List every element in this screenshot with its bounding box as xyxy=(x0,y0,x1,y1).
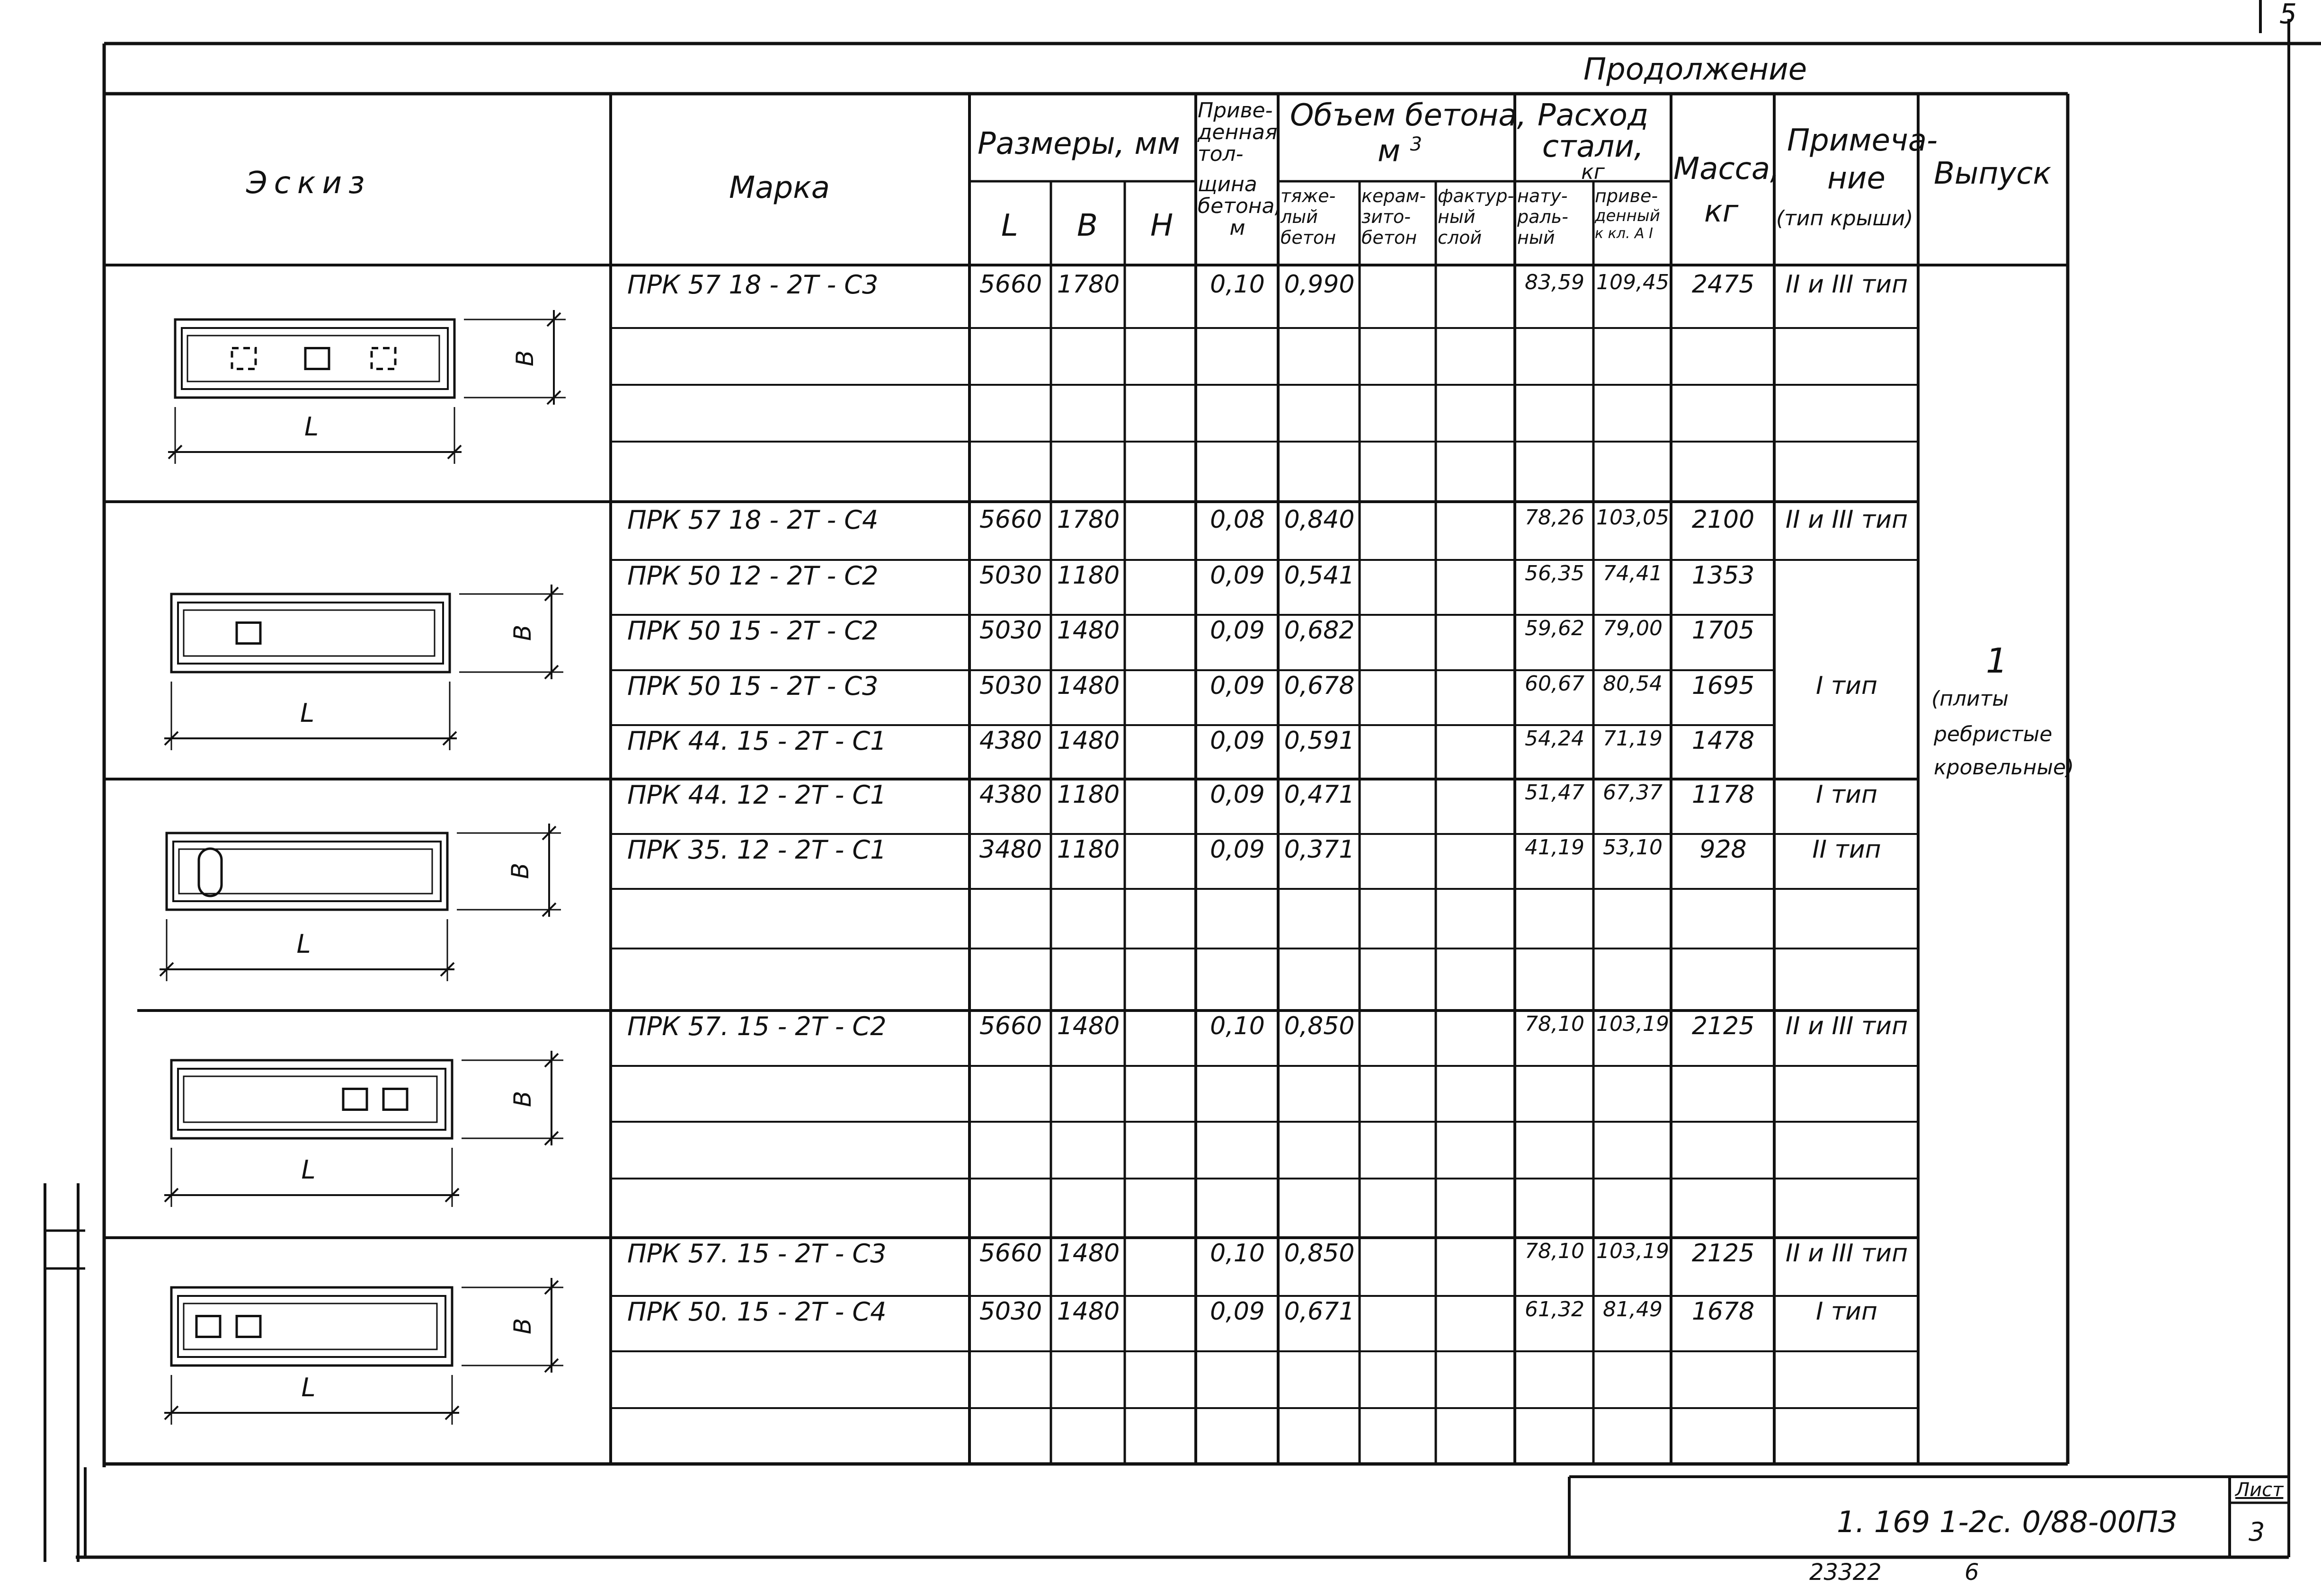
page-number: 6 xyxy=(1965,1559,1979,1586)
cell-s-nat: 78,10 xyxy=(1525,1012,1584,1036)
cell-t: 0,09 xyxy=(1210,727,1265,755)
header-steel-reduced: приве- денный к кл. А I xyxy=(1595,186,1660,242)
cell-B: 1480 xyxy=(1057,616,1120,645)
sketch-length-label: L xyxy=(304,412,319,442)
cell-mass: 1178 xyxy=(1691,780,1755,809)
header-steel-tensioned: нату- раль- ный xyxy=(1517,186,1568,248)
cell-mass: 2100 xyxy=(1691,505,1755,534)
cell-s-red: 80,54 xyxy=(1603,672,1663,696)
cell-s-red: 103,19 xyxy=(1596,1239,1669,1263)
cell-mass: 1478 xyxy=(1691,727,1755,755)
cell-v-heavy: 0,840 xyxy=(1284,505,1355,534)
header-notes: Примеча- xyxy=(1787,123,1938,158)
header-notes-2: ние xyxy=(1827,161,1885,196)
issue-description-3: кровельные) xyxy=(1934,755,2074,780)
cell-note: I тип xyxy=(1816,672,1877,700)
cell-v-heavy: 0,541 xyxy=(1284,561,1355,590)
cell-mass: 1695 xyxy=(1691,672,1755,700)
cell-t: 0,10 xyxy=(1210,270,1265,299)
cell-s-nat: 54,24 xyxy=(1525,727,1584,751)
cell-s-red: 103,05 xyxy=(1596,505,1669,530)
cell-L: 4380 xyxy=(979,727,1042,755)
cell-mark: ПРК 35. 12 - 2Т - С1 xyxy=(627,835,887,865)
document-code: 1. 169 1-2с. 0/88-00ПЗ xyxy=(1837,1505,2177,1539)
cell-s-red: 79,00 xyxy=(1603,616,1663,640)
sketch-length-label: L xyxy=(301,1155,316,1185)
cell-note: II тип xyxy=(1812,835,1881,864)
cell-s-red: 109,45 xyxy=(1596,270,1669,294)
cell-L: 4380 xyxy=(979,780,1042,809)
header-heavy-concrete: тяже- лый бетон xyxy=(1281,186,1336,248)
cell-B: 1780 xyxy=(1057,505,1120,534)
issue-number: 1 xyxy=(1986,641,2008,681)
cell-s-red: 67,37 xyxy=(1603,780,1663,805)
cell-mass: 1678 xyxy=(1691,1297,1755,1326)
cell-s-nat: 83,59 xyxy=(1525,270,1584,294)
sketch-length-label: L xyxy=(300,698,315,728)
cell-note: II и III тип xyxy=(1785,505,1908,534)
cell-s-red: 71,19 xyxy=(1603,727,1663,751)
cell-note: II и III тип xyxy=(1785,270,1908,299)
cell-B: 1180 xyxy=(1057,835,1120,864)
sketch-width-label: B xyxy=(509,1318,537,1334)
cell-note: I тип xyxy=(1816,1297,1877,1326)
cell-mark: ПРК 44. 12 - 2Т - С1 xyxy=(627,780,887,810)
cell-s-nat: 60,67 xyxy=(1525,672,1584,696)
cell-B: 1480 xyxy=(1057,727,1120,755)
header-mass-unit: кг xyxy=(1704,194,1739,229)
cell-mass: 2125 xyxy=(1691,1012,1755,1040)
cell-v-heavy: 0,678 xyxy=(1284,672,1355,700)
cell-B: 1180 xyxy=(1057,561,1120,590)
cell-s-nat: 61,32 xyxy=(1525,1297,1584,1321)
header-mark: Марка xyxy=(729,170,830,205)
cell-L: 5660 xyxy=(979,1239,1042,1268)
cell-v-heavy: 0,591 xyxy=(1284,727,1355,755)
cell-t: 0,09 xyxy=(1210,835,1265,864)
cell-B: 1480 xyxy=(1057,1012,1120,1040)
cell-note: I тип xyxy=(1816,780,1877,809)
header-facture-layer: фактур- ный слой xyxy=(1438,186,1514,248)
issue-description-2: ребристые xyxy=(1934,722,2053,746)
sketch-width-label: B xyxy=(507,862,534,879)
header-steel-consumption: Расход стали, кг xyxy=(1537,98,1649,184)
cell-mass: 2125 xyxy=(1691,1239,1755,1268)
cell-mass: 2475 xyxy=(1691,270,1755,299)
cell-L: 5660 xyxy=(979,270,1042,299)
cell-mark: ПРК 57. 15 - 2Т - С2 xyxy=(627,1011,887,1041)
cell-s-red: 53,10 xyxy=(1603,835,1663,860)
cell-L: 3480 xyxy=(979,835,1042,864)
cell-B: 1480 xyxy=(1057,672,1120,700)
cell-mass: 1705 xyxy=(1691,616,1755,645)
archive-number: 23322 xyxy=(1809,1559,1882,1586)
cell-mass: 928 xyxy=(1699,835,1747,864)
header-dim-l: L xyxy=(1001,208,1018,243)
cell-mark: ПРК 44. 15 - 2Т - С1 xyxy=(627,726,887,756)
cell-s-nat: 51,47 xyxy=(1525,780,1584,805)
cell-s-red: 74,41 xyxy=(1603,561,1663,585)
cell-v-heavy: 0,990 xyxy=(1284,270,1355,299)
cell-v-heavy: 0,850 xyxy=(1284,1012,1355,1040)
cell-v-heavy: 0,671 xyxy=(1284,1297,1355,1326)
cell-mass: 1353 xyxy=(1691,561,1755,590)
cell-s-red: 81,49 xyxy=(1603,1297,1663,1321)
cell-t: 0,09 xyxy=(1210,780,1265,809)
sketch-length-label: L xyxy=(296,929,311,959)
header-issue: Выпуск xyxy=(1934,156,2051,191)
sketch-width-label: B xyxy=(511,350,539,366)
cell-s-red: 103,19 xyxy=(1596,1012,1669,1036)
cell-mark: ПРК 50. 15 - 2Т - С4 xyxy=(627,1297,887,1327)
cell-s-nat: 59,62 xyxy=(1525,616,1584,640)
sketch-width-label: B xyxy=(509,1091,537,1107)
cell-v-heavy: 0,850 xyxy=(1284,1239,1355,1268)
cell-mark: ПРК 57. 15 - 2Т - С3 xyxy=(627,1239,887,1268)
cell-note: II и III тип xyxy=(1785,1239,1908,1268)
cell-L: 5030 xyxy=(979,672,1042,700)
header-dim-b: B xyxy=(1077,208,1098,243)
header-reduced-thickness: Приве- денная тол- щина бетона, м xyxy=(1198,98,1281,240)
continuation-label: Продолжение xyxy=(1583,52,1807,87)
sketch-width-label: B xyxy=(509,624,537,641)
cell-L: 5660 xyxy=(979,505,1042,534)
cell-B: 1480 xyxy=(1057,1239,1120,1268)
cell-s-nat: 41,19 xyxy=(1525,835,1584,860)
sheet-number: 3 xyxy=(2249,1517,2265,1547)
header-sketch: Эскиз xyxy=(246,166,372,201)
cell-s-nat: 78,26 xyxy=(1525,505,1584,530)
cell-L: 5660 xyxy=(979,1012,1042,1040)
cell-t: 0,09 xyxy=(1210,616,1265,645)
sketch-length-label: L xyxy=(301,1373,316,1402)
header-keramzit-concrete: керам- зито- бетон xyxy=(1361,186,1426,248)
cell-v-heavy: 0,682 xyxy=(1284,616,1355,645)
cell-mark: ПРК 50 15 - 2Т - С3 xyxy=(627,671,879,701)
cell-mark: ПРК 57 18 - 2Т - С3 xyxy=(627,270,879,300)
cell-mark: ПРК 50 12 - 2Т - С2 xyxy=(627,561,879,591)
cell-mark: ПРК 57 18 - 2Т - С4 xyxy=(627,505,879,535)
cell-v-heavy: 0,471 xyxy=(1284,780,1355,809)
cell-t: 0,09 xyxy=(1210,1297,1265,1326)
cell-t: 0,09 xyxy=(1210,561,1265,590)
cell-mark: ПРК 50 15 - 2Т - С2 xyxy=(627,616,879,646)
cell-v-heavy: 0,371 xyxy=(1284,835,1355,864)
cell-s-nat: 78,10 xyxy=(1525,1239,1584,1263)
header-dimensions: Размеры, мм xyxy=(978,126,1180,161)
cell-B: 1480 xyxy=(1057,1297,1120,1326)
cell-L: 5030 xyxy=(979,561,1042,590)
sheet-label: Лист xyxy=(2235,1479,2284,1501)
header-concrete-volume-unit: м $^3$ xyxy=(1378,133,1423,169)
cell-s-nat: 56,35 xyxy=(1525,561,1584,585)
cell-t: 0,10 xyxy=(1210,1239,1265,1268)
cell-B: 1780 xyxy=(1057,270,1120,299)
header-dim-h: H xyxy=(1150,208,1174,243)
cell-B: 1180 xyxy=(1057,780,1120,809)
header-mass: Масса, xyxy=(1673,151,1780,186)
cell-t: 0,08 xyxy=(1210,505,1265,534)
header-notes-3: (тип крыши) xyxy=(1776,206,1913,231)
cell-L: 5030 xyxy=(979,616,1042,645)
cell-L: 5030 xyxy=(979,1297,1042,1326)
cell-t: 0,09 xyxy=(1210,672,1265,700)
sheet-corner-number: 5 xyxy=(2279,0,2297,30)
cell-note: II и III тип xyxy=(1785,1012,1908,1040)
cell-t: 0,10 xyxy=(1210,1012,1265,1040)
header-concrete-volume: Объем бетона, xyxy=(1290,98,1527,133)
plate-sketches xyxy=(160,310,566,1425)
issue-description-1: (плиты xyxy=(1931,687,2009,711)
